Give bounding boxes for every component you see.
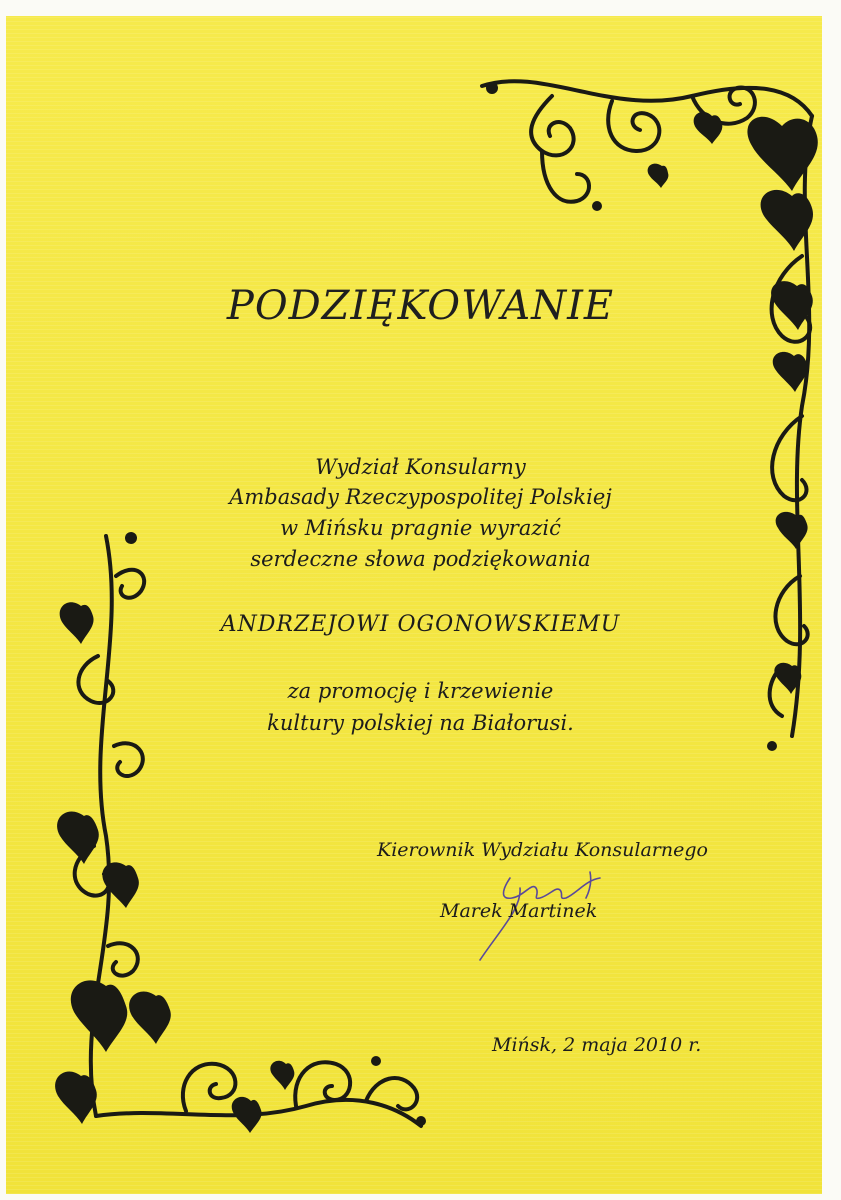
signatory-title: Kierownik Wydziału Konsularnego <box>377 839 708 861</box>
certificate-sheet <box>6 16 822 1194</box>
body-line-2: Ambasady Rzeczypospolitej Polskiej <box>229 485 612 509</box>
body-line-4: serdeczne słowa podziękowania <box>250 547 591 571</box>
signatory-name: Marek Martinek <box>440 900 598 922</box>
document-title: PODZIĘKOWANIE <box>226 283 615 329</box>
recipient-name: ANDRZEJOWI OGONOWSKIEMU <box>220 612 621 637</box>
body-line-1: Wydział Konsularny <box>315 455 526 479</box>
reason-line-1: za promocję i krzewienie <box>287 679 554 703</box>
floral-ornament-top-right <box>462 56 822 756</box>
body-line-3: w Mińsku pragnie wyrazić <box>280 516 561 540</box>
reason-line-2: kultury polskiej na Białorusi. <box>267 711 574 735</box>
place-date: Mińsk, 2 maja 2010 r. <box>492 1034 702 1056</box>
